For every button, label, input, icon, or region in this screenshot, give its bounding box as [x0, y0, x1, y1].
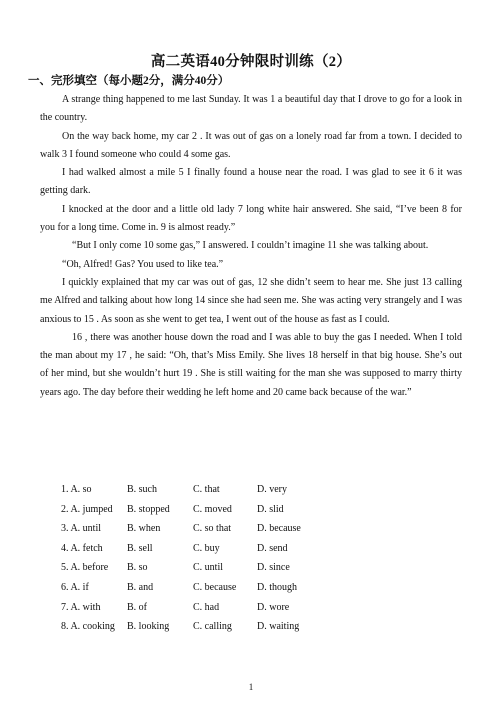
option-d: D. waiting — [257, 621, 300, 633]
option-a: 7. A. with — [61, 601, 101, 613]
option-row — [61, 480, 317, 500]
option-a: 3. A. until — [61, 523, 102, 535]
option-a: 4. A. fetch — [61, 542, 103, 554]
option-row — [61, 539, 317, 559]
option-c: C. so that — [193, 523, 232, 535]
option-b: B. and — [127, 581, 154, 593]
option-c: C. that — [193, 484, 220, 495]
option-row — [61, 558, 317, 578]
option-b: B. sell — [127, 542, 153, 554]
option-a: 2. A. jumped — [61, 503, 113, 515]
option-row — [61, 578, 317, 598]
option-d: D. since — [257, 562, 290, 574]
section-heading: 一、完形填空（每小题2分，满分40分） — [28, 75, 230, 87]
answer-options — [61, 480, 317, 637]
option-row — [61, 519, 317, 539]
passage-paragraph: 16 , there was another house down the road and I was able to buy the gas I needed. When I told the man about my 17 , he said: “Oh, that’s Miss Emily. She lives 18 herself in that big house. She’s out of her mind, but she wouldn’t hurt 19 . She is still waiting for the man she was supposed to marry thirty years ago. The day before their wedding he left home and 20 came back because of the war.” — [40, 331, 462, 398]
option-a: 8. A. cooking — [61, 621, 115, 633]
page-title: 高二英语40分钟限时训练（2） — [150, 54, 352, 70]
option-a: 5. A. before — [61, 562, 109, 574]
passage-paragraph: A strange thing happened to me last Sunday. It was 1 a beautiful day that I drove to go for a look in the country. — [40, 94, 462, 124]
option-b: B. looking — [127, 621, 170, 633]
option-d: D. slid — [257, 503, 284, 515]
option-b: B. stopped — [127, 503, 170, 515]
passage-paragraph: “Oh, Alfred! Gas? You used to like tea.” — [62, 258, 224, 270]
passage-paragraph: I had walked almost a mile 5 I finally found a house near the road. I was glad to see it 6 it was getting dark. — [40, 167, 462, 197]
option-b: B. of — [127, 601, 147, 613]
option-c: C. buy — [193, 542, 220, 554]
passage-paragraph: I knocked at the door and a little old lady 7 long white hair answered. She said, “I’ve been 8 for you for a long time. Come in. 9 is almost ready.” — [40, 203, 462, 234]
option-d: D. because — [257, 523, 301, 535]
option-row — [61, 598, 317, 618]
option-c: C. calling — [193, 621, 232, 633]
option-c: C. moved — [193, 503, 232, 515]
passage-paragraph: “But I only come 10 some gas,” I answered. I couldn’t imagine 11 she was talking about. — [72, 240, 429, 252]
option-b: B. so — [127, 562, 148, 574]
page-number: 1 — [248, 682, 254, 692]
option-b: B. when — [127, 523, 161, 535]
option-b: B. such — [127, 484, 157, 495]
option-a: 1. A. so — [61, 484, 92, 495]
cloze-passage — [40, 91, 462, 402]
option-d: D. wore — [257, 601, 290, 613]
option-a: 6. A. if — [61, 581, 89, 593]
option-c: C. had — [193, 601, 220, 613]
passage-paragraph: I quickly explained that my car was out of gas, 12 she didn’t seem to hear me. She just 13 calling me Alfred and talking about how long 14 since she had seen me. She was acting very strangely and I was anxious to 15 . As soon as she went to get tea, I went out of the house as fast as I could. — [40, 276, 462, 325]
option-row — [61, 500, 317, 520]
passage-paragraph: On the way back home, my car 2 . It was out of gas on a lonely road far from a town. I decided to walk 3 I found someone who could 4 some gas. — [40, 130, 462, 160]
option-row — [61, 617, 317, 637]
option-d: D. very — [257, 484, 287, 495]
option-c: C. until — [193, 562, 224, 574]
option-d: D. though — [257, 581, 297, 593]
option-d: D. send — [257, 542, 288, 554]
option-c: C. because — [193, 581, 237, 593]
